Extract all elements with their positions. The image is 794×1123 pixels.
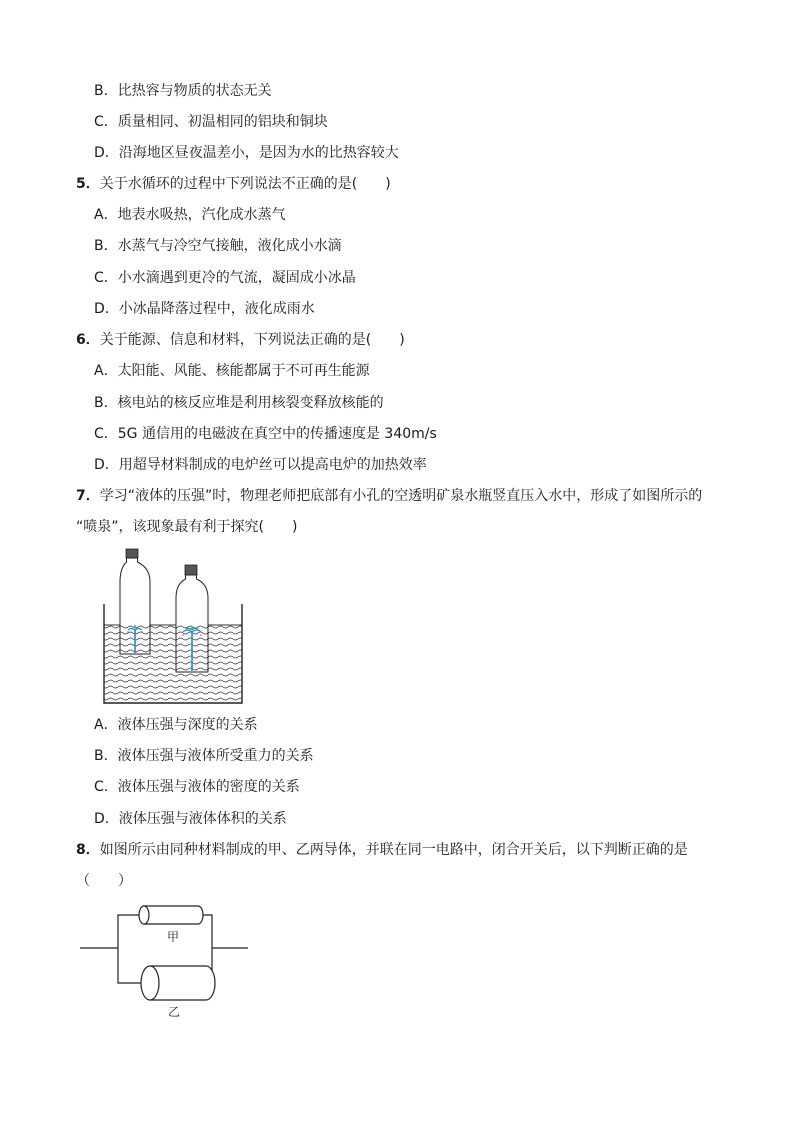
- q7-option-b: B．液体压强与液体所受重力的关系: [94, 748, 314, 764]
- q7-option-a: A．液体压强与深度的关系: [94, 717, 258, 733]
- q8-stem-line2: （ ）: [76, 873, 132, 889]
- label-yi: 乙: [168, 1005, 181, 1019]
- left-bottle: [120, 549, 150, 654]
- q5-stem: [76, 174, 391, 194]
- right-bottle: [176, 565, 208, 672]
- q8-stem-line1: [76, 840, 688, 860]
- q7-stem-line2: “喷泉”，该现象最有利于探究( ): [76, 519, 298, 535]
- q6-stem-text: 关于能源、信息和材料，下列说法正确的是( ): [99, 332, 405, 348]
- q8-number: 8．: [76, 842, 100, 858]
- q4-option-c: C．质量相同、初温相同的铝块和铜块: [94, 114, 328, 130]
- q6-option-a: A．太阳能、风能、核能都属于不可再生能源: [94, 363, 370, 379]
- q7-option-d: D．液体压强与液体体积的关系: [94, 811, 287, 827]
- label-jia: 甲: [167, 930, 180, 944]
- q6-option-b: B．核电站的核反应堆是利用核裂变释放核能的: [94, 395, 384, 411]
- q8-stem-text-1: 如图所示由同种材料制成的甲、乙两导体，并联在同一电路中，闭合开关后，以下判断正确的是: [99, 842, 688, 858]
- fountain-bottles-figure: [98, 546, 248, 708]
- conductor-jia: [139, 906, 203, 924]
- q4-option-d: D．沿海地区昼夜温差小，是因为水的比热容较大: [94, 145, 399, 161]
- q6-number: 6．: [76, 332, 100, 348]
- q5-option-d: D．小冰晶降落过程中，液化成雨水: [94, 301, 315, 317]
- q6-option-d: D．用超导材料制成的电炉丝可以提高电炉的加热效率: [94, 457, 427, 473]
- q5-stem-text: 关于水循环的过程中下列说法不正确的是( ): [99, 176, 391, 192]
- q7-stem-text-1: 学习“液体的压强”时，物理老师把底部有小孔的空透明矿泉水瓶竖直压入水中，形成了如图所示的: [99, 488, 703, 504]
- q6-stem: [76, 330, 405, 350]
- q4-option-b: B．比热容与物质的状态无关: [94, 83, 272, 99]
- conductor-yi: [141, 966, 215, 1000]
- q7-number: 7．: [76, 488, 100, 504]
- q7-option-c: C．液体压强与液体的密度的关系: [94, 779, 300, 795]
- q5-number: 5．: [76, 176, 100, 192]
- q5-option-c: C．小水滴遇到更冷的气流，凝固成小冰晶: [94, 270, 356, 286]
- q6-option-c: C．5G 通信用的电磁波在真空中的传播速度是 340m/s: [94, 426, 437, 442]
- q5-option-a: A．地表水吸热，汽化成水蒸气: [94, 207, 286, 223]
- q5-option-b: B．水蒸气与冷空气接触，液化成小水滴: [94, 238, 342, 254]
- q7-stem-line1: [76, 486, 702, 506]
- parallel-conductors-figure: [78, 898, 253, 1023]
